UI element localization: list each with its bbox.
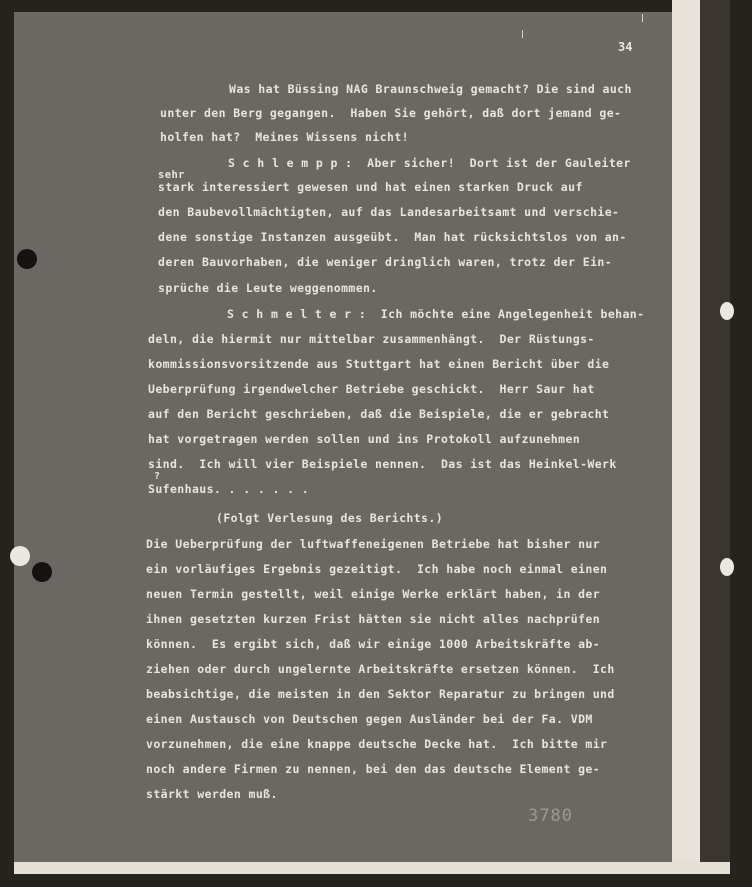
text-line: einen Austausch von Deutschen gegen Ausländer bei der Fa. VDM [146,712,593,726]
text-line: neuen Termin gestellt, weil einige Werke erklärt haben, in der [146,587,601,601]
punch-hole [720,302,734,320]
text-line: stark interessiert gewesen und hat einen starken Druck auf [158,180,583,194]
text-line: ziehen oder durch ungelernte Arbeitskräfte ersetzen können. Ich [146,662,615,676]
punch-hole [32,562,52,582]
text-line: deren Bauvorhaben, die weniger dringlich waren, trotz der Ein- [158,255,613,269]
text-line: beabsichtige, die meisten in den Sektor Reparatur zu bringen und [146,687,615,701]
text-line: vorzunehmen, die eine knappe deutsche Decke hat. Ich bitte mir [146,737,608,751]
text-line: sehr [158,169,185,181]
text-line: hat vorgetragen werden sollen und ins Protokoll aufzunehmen [148,432,581,446]
text-line: Ueberprüfung irgendwelcher Betriebe geschickt. Herr Saur hat [148,382,595,396]
text-line: noch andere Firmen zu nennen, bei den das deutsche Element ge- [146,762,601,776]
text-line: den Baubevollmächtigten, auf das Landesarbeitsamt und verschie- [158,205,620,219]
scratch-mark [642,14,643,22]
text-line: Was hat Büssing NAG Braunschweig gemacht? Die sind auch [229,82,632,96]
punch-hole [10,546,30,566]
page-number: 34 [618,40,633,54]
text-line: deln, die hiermit nur mittelbar zusammenhängt. Der Rüstungs- [148,332,595,346]
scratch-mark [522,30,523,38]
text-line: stärkt werden muß. [146,787,278,801]
text-line: dene sonstige Instanzen ausgeübt. Man hat rücksichtslos von an- [158,230,627,244]
punch-hole [17,249,37,269]
text-line: auf den Bericht geschrieben, daß die Beispiele, die er gebracht [148,407,610,421]
text-line: kommissionsvorsitzende aus Stuttgart hat einen Bericht über die [148,357,610,371]
text-line: sprüche die Leute weggenommen. [158,281,378,295]
text-line: S c h m e l t e r : Ich möchte eine Angelegenheit behan- [227,307,645,321]
page-edge-strip [672,0,700,872]
page-edge-shadow [700,0,730,872]
text-line: ihnen gesetzten kurzen Frist hätten sie nicht alles nachprüfen [146,612,601,626]
text-line: unter den Berg gegangen. Haben Sie gehört, daß dort jemand ge- [160,106,622,120]
text-line: S c h l e m p p : Aber sicher! Dort ist der Gauleiter [228,156,631,170]
text-line: ? [154,471,161,482]
archive-stamp-number: 3780 [528,806,573,826]
text-line: Die Ueberprüfung der luftwaffeneigenen Betriebe hat bisher nur [146,537,601,551]
punch-hole [720,558,734,576]
text-line: ein vorläufiges Ergebnis gezeitigt. Ich habe noch einmal einen [146,562,608,576]
text-line: (Folgt Verlesung des Berichts.) [216,511,444,525]
text-line: Sufenhaus. . . . . . . [148,482,310,496]
text-line: sind. Ich will vier Beispiele nennen. Das ist das Heinkel-Werk [148,457,617,471]
text-line: holfen hat? Meines Wissens nicht! [160,130,410,144]
text-line: können. Es ergibt sich, daß wir einige 1000 Arbeitskräfte ab- [146,637,601,651]
bottom-edge-strip [14,862,730,874]
